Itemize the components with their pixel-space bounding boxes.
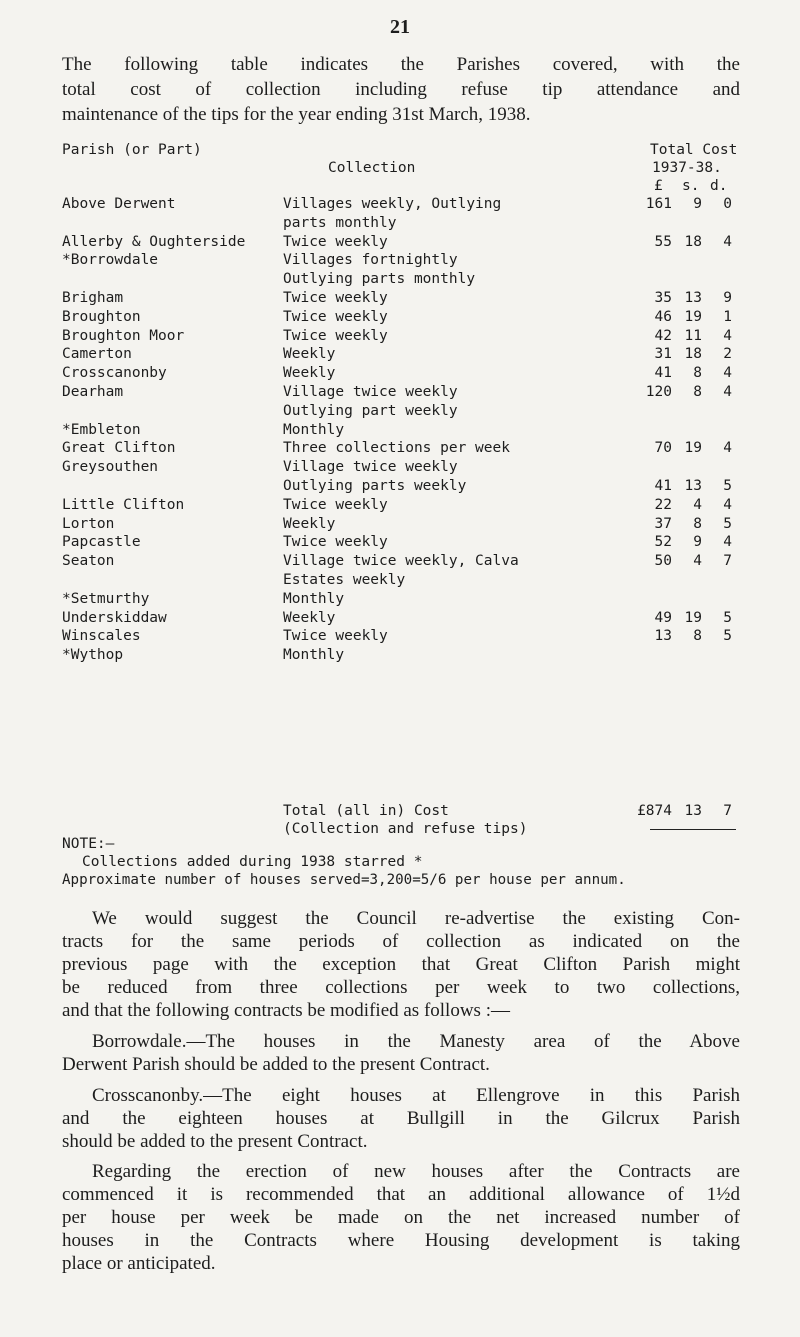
- pence-cell: 4: [723, 365, 732, 382]
- paragraph-line: commenced it is recommended that an additional allowance of 1½d: [62, 1184, 740, 1205]
- collection-cell: Outlying parts monthly: [283, 271, 476, 288]
- table-row: [0, 403, 800, 421]
- parish-cell: Papcastle: [62, 534, 141, 551]
- total-shillings: 13: [684, 803, 702, 819]
- parish-cell: Greysouthen: [62, 459, 159, 476]
- shillings-cell: 18: [684, 233, 702, 250]
- table-row: [0, 628, 800, 646]
- collection-cell: Twice weekly: [283, 308, 388, 325]
- paragraph-line: Derwent Parish should be added to the present Contract.: [62, 1054, 490, 1075]
- collection-cell: Weekly: [283, 365, 336, 382]
- parish-cell: Camerton: [62, 346, 132, 363]
- pounds-cell: 161: [645, 196, 672, 212]
- parish-cell: Above Derwent: [62, 196, 176, 212]
- pence-cell: 4: [723, 534, 732, 551]
- pounds-cell: 41: [654, 478, 672, 494]
- pounds-cell: 50: [654, 553, 672, 570]
- parish-cell: Allerby & Oughterside: [62, 233, 246, 250]
- table-row: [0, 365, 800, 383]
- table-row: [0, 196, 800, 214]
- pence-cell: 4: [723, 233, 732, 250]
- parish-cell: Great Clifton: [62, 440, 176, 457]
- parish-cell: Winscales: [62, 628, 141, 645]
- pounds-cell: 52: [654, 534, 672, 551]
- page-number: 21: [390, 16, 410, 38]
- parish-cell: Crosscanonby: [62, 365, 167, 382]
- shillings-cell: 9: [693, 196, 702, 212]
- pence-cell: 4: [723, 327, 732, 344]
- shillings-cell: 9: [693, 534, 702, 551]
- paragraph-line: be reduced from three collections per week to two collections,: [62, 977, 740, 998]
- paragraph-line: houses in the Contracts where Housing development is taking: [62, 1230, 740, 1251]
- pence-cell: 5: [723, 628, 732, 645]
- shillings-cell: 19: [684, 440, 702, 457]
- shillings-cell: 8: [693, 365, 702, 382]
- paragraph-line: tracts for the same periods of collection as indicated on the: [62, 931, 740, 952]
- note-line: Approximate number of houses served=3,200=5/6 per house per annum.: [62, 872, 626, 888]
- parish-cell: *Setmurthy: [62, 590, 150, 607]
- shillings-cell: 19: [684, 308, 702, 325]
- pounds-cell: 120: [645, 384, 672, 400]
- total-label: Total (all in) Cost: [283, 803, 449, 819]
- collection-cell: Village twice weekly: [283, 459, 458, 476]
- collection-cell: Estates weekly: [283, 572, 406, 588]
- paragraph-line: previous page with the exception that Great Clifton Parish might: [62, 954, 740, 975]
- table-row: [0, 553, 800, 571]
- table-row: [0, 572, 800, 590]
- parish-cell: Brigham: [62, 290, 124, 306]
- parish-cell: Broughton Moor: [62, 327, 185, 344]
- table-row: [0, 328, 800, 346]
- pence-cell: 9: [723, 290, 732, 306]
- parish-cell: Seaton: [62, 553, 115, 570]
- pounds-cell: 49: [654, 609, 672, 626]
- pence-cell: 5: [723, 478, 732, 494]
- paragraph-line: and the eighteen houses at Bullgill in the Gilcrux Parish: [62, 1108, 740, 1129]
- shillings-cell: 4: [693, 496, 702, 513]
- table-row: [0, 252, 800, 270]
- pounds-cell: 31: [654, 346, 672, 363]
- intro-line: The following table indicates the Parishes covered, with the: [62, 54, 740, 75]
- table-row: [0, 610, 800, 628]
- total-pence: 7: [723, 803, 732, 819]
- total-rule: [650, 829, 736, 830]
- collection-cell: parts monthly: [283, 214, 397, 231]
- collection-cell: Weekly: [283, 609, 336, 626]
- collection-cell: Three collections per week: [283, 440, 510, 457]
- pence-cell: 0: [723, 196, 732, 212]
- collection-cell: Twice weekly: [283, 233, 388, 250]
- collection-cell: Monthly: [283, 421, 345, 438]
- collection-cell: Outlying parts weekly: [283, 478, 467, 494]
- shillings-cell: 8: [693, 384, 702, 400]
- collection-cell: Weekly: [283, 515, 336, 532]
- pence-cell: 2: [723, 346, 732, 363]
- table-row: [0, 440, 800, 458]
- table-row: [0, 346, 800, 364]
- intro-paragraph: [62, 52, 740, 127]
- table-row: [0, 591, 800, 609]
- collection-cell: Villages fortnightly: [283, 252, 458, 269]
- intro-line: maintenance of the tips for the year ending 31st March, 1938.: [62, 104, 531, 125]
- paragraph-line: and that the following contracts be modified as follows :—: [62, 1000, 510, 1021]
- collection-cell: Village twice weekly: [283, 384, 458, 400]
- collection-cell: Village twice weekly, Calva: [283, 553, 519, 570]
- table-row: [0, 422, 800, 440]
- pounds-cell: 46: [654, 308, 672, 325]
- pounds-cell: 35: [654, 290, 672, 306]
- parish-cell: Little Clifton: [62, 496, 185, 513]
- total-pounds: £874: [637, 803, 672, 819]
- collection-cell: Twice weekly: [283, 628, 388, 645]
- collection-cell: Villages weekly, Outlying: [283, 196, 502, 212]
- note-heading: NOTE:—: [62, 836, 115, 852]
- intro-line: total cost of collection including refuse tip attendance and: [62, 79, 740, 100]
- paragraph-line: Borrowdale.—The houses in the Manesty area of the Above: [92, 1031, 740, 1052]
- parish-cell: Dearham: [62, 384, 124, 400]
- collection-cell: Monthly: [283, 590, 345, 607]
- table-row: [0, 309, 800, 327]
- table-row: [0, 478, 800, 496]
- total-label-detail: (Collection and refuse tips): [283, 821, 528, 837]
- header-parish: Parish (or Part): [62, 142, 202, 158]
- header-pounds: £: [654, 178, 663, 194]
- paragraph-crosscanonby: [62, 1084, 740, 1153]
- collection-cell: Twice weekly: [283, 327, 388, 344]
- table-row: [0, 497, 800, 515]
- pounds-cell: 42: [654, 327, 672, 344]
- shillings-cell: 8: [693, 515, 702, 532]
- parish-cell: *Wythop: [62, 647, 124, 664]
- parish-cell: *Borrowdale: [62, 252, 159, 269]
- pence-cell: 5: [723, 515, 732, 532]
- pence-cell: 5: [723, 609, 732, 626]
- collection-cell: Twice weekly: [283, 534, 388, 551]
- table-row: [0, 215, 800, 233]
- note-line: Collections added during 1938 starred *: [82, 854, 423, 870]
- table-row: [0, 290, 800, 308]
- header-shillings: s.: [682, 178, 700, 194]
- shillings-cell: 13: [684, 290, 702, 306]
- paragraph-new-houses: [62, 1160, 740, 1275]
- parish-cell: *Embleton: [62, 421, 141, 438]
- pence-cell: 4: [723, 384, 732, 400]
- pounds-cell: 70: [654, 440, 672, 457]
- collection-cell: Twice weekly: [283, 290, 388, 306]
- shillings-cell: 11: [684, 327, 702, 344]
- header-pence: d.: [710, 178, 728, 194]
- pence-cell: 4: [723, 440, 732, 457]
- pence-cell: 1: [723, 308, 732, 325]
- table-row: [0, 384, 800, 402]
- pounds-cell: 13: [654, 628, 672, 645]
- table-row: [0, 459, 800, 477]
- shillings-cell: 13: [684, 478, 702, 494]
- parish-cell: Underskiddaw: [62, 609, 167, 626]
- header-collection: Collection: [328, 160, 416, 176]
- collection-cell: Monthly: [283, 647, 345, 664]
- collection-cell: Outlying part weekly: [283, 402, 458, 419]
- paragraph-line: Crosscanonby.—The eight houses at Ellengrove in this Parish: [92, 1085, 740, 1106]
- table-row: [0, 234, 800, 252]
- paragraph-line: per house per week be made on the net increased number of: [62, 1207, 740, 1228]
- table-row: [0, 534, 800, 552]
- table-row: [0, 516, 800, 534]
- pounds-cell: 22: [654, 496, 672, 513]
- paragraph-readvertise: [62, 907, 740, 1022]
- pounds-cell: 41: [654, 365, 672, 382]
- collection-cell: Twice weekly: [283, 496, 388, 513]
- pounds-cell: 37: [654, 515, 672, 532]
- shillings-cell: 4: [693, 553, 702, 570]
- parish-cell: Lorton: [62, 515, 115, 532]
- pence-cell: 4: [723, 496, 732, 513]
- parish-cell: Broughton: [62, 308, 141, 325]
- paragraph-line: should be added to the present Contract.: [62, 1131, 368, 1152]
- collection-cell: Weekly: [283, 346, 336, 363]
- shillings-cell: 8: [693, 628, 702, 645]
- shillings-cell: 19: [684, 609, 702, 626]
- table-row: [0, 271, 800, 289]
- shillings-cell: 18: [684, 346, 702, 363]
- paragraph-line: We would suggest the Council re-advertise the existing Con-: [92, 908, 740, 929]
- paragraph-borrowdale: [62, 1030, 740, 1076]
- pence-cell: 7: [723, 553, 732, 570]
- header-total-cost: Total Cost: [650, 142, 738, 158]
- pounds-cell: 55: [654, 233, 672, 250]
- paragraph-line: Regarding the erection of new houses after the Contracts are: [92, 1161, 740, 1182]
- paragraph-line: place or anticipated.: [62, 1253, 216, 1274]
- table-row: [0, 647, 800, 665]
- header-year: 1937-38.: [652, 160, 722, 176]
